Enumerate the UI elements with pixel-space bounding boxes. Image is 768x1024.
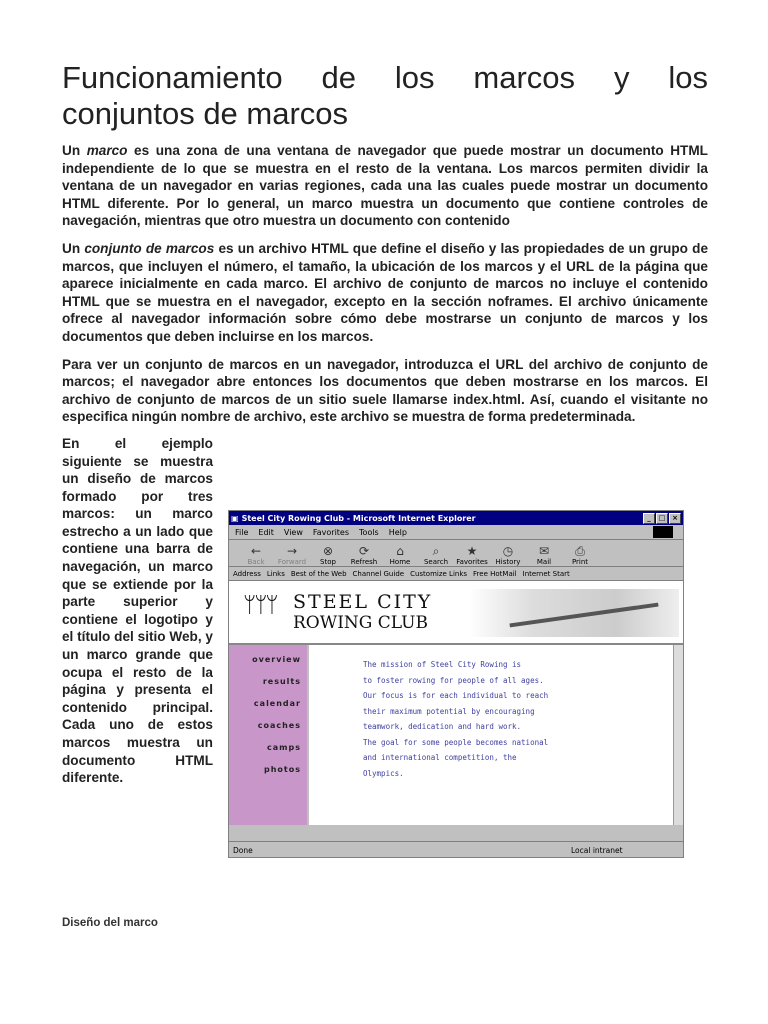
status-zone: Local intranet <box>571 845 623 855</box>
term-marco: marco <box>86 143 128 158</box>
toolbar-mail-label: Mail <box>536 558 552 566</box>
mission-text: The mission of Steel City Rowing is to foster rowing for people of all ages. Our focus is for each individual to reach their maximum potential by encouraging teamwork, dedication and hard work. The goal for some people becomes national and international competition, the Olympics. <box>363 660 549 778</box>
browser-screenshot <box>228 510 684 858</box>
toolbar-home <box>383 544 417 566</box>
menu-view: View <box>283 527 303 537</box>
p2-post: es un archivo HTML que define el diseño y las propiedades de un grupo de marcos, que incluyen el número, el tamaño, la ubicación de los marcos y el URL de la página que aparece inicialmente en cada marco. El archivo de conjunto de marcos no incluye el contenido HTML que se muestra en el navegador, excepto en la sección noframes. El archivo únicamente ofrece al navegador información sobre cómo debe mostrarse un conjunto de marcos y los documentos que deben incluirse en los marcos. <box>62 240 708 344</box>
print-icon: ⎙ <box>575 544 585 558</box>
term-conjunto: conjunto de marcos <box>84 240 215 256</box>
toolbar-stop <box>311 544 345 566</box>
paragraph-conjunto <box>62 240 708 346</box>
toolbar-history-label: History <box>495 558 521 566</box>
menu-tools: Tools <box>359 527 379 537</box>
browser-menubar <box>229 525 683 540</box>
rowing-boat-image <box>469 589 679 637</box>
nav-calendar: calendar <box>253 699 301 708</box>
toolbar-back-label: Back <box>247 558 265 566</box>
main-frame-scrollbar <box>673 645 684 825</box>
p1-pre: Un <box>62 143 87 158</box>
address-label: Address <box>233 569 261 578</box>
stop-icon: ⊗ <box>322 544 334 558</box>
toolbar-history <box>491 544 525 566</box>
paragraph-marco <box>62 142 708 230</box>
menu-help: Help <box>388 527 407 537</box>
nav-frame <box>229 645 307 825</box>
toolbar-print-label: Print <box>571 558 589 566</box>
windows-logo-icon <box>653 526 673 538</box>
link-free-hotmail: Free HotMail <box>473 569 517 578</box>
browser-window-title: Steel City Rowing Club - Microsoft Internet Explorer <box>241 513 476 523</box>
logo-line-2: ROWING CLUB <box>293 613 428 633</box>
link-channel-guide: Channel Guide <box>352 569 405 578</box>
browser-toolbar <box>229 540 683 567</box>
logo-line-1: STEEL CITY <box>293 591 433 613</box>
toolbar-forward-label: Forward <box>277 558 307 566</box>
nav-photos: photos <box>264 765 301 774</box>
rowers-logo-icon: ᛘᛘᛘ <box>243 593 277 618</box>
favorites-icon: ★ <box>466 544 478 558</box>
link-customize-links: Customize Links <box>410 569 468 578</box>
toolbar-refresh-label: Refresh <box>350 558 378 566</box>
maximize-icon: □ <box>656 513 668 524</box>
forward-arrow-icon: → <box>286 544 298 558</box>
ie-icon: ▣ <box>231 513 239 523</box>
link-best-of-web: Best of the Web <box>290 569 347 578</box>
title-line-2: conjuntos de marcos <box>62 96 349 131</box>
menu-favorites: Favorites <box>312 527 350 537</box>
browser-statusbar <box>229 841 683 858</box>
status-done: Done <box>233 845 253 855</box>
paragraph-ver-conjunto: Para ver un conjunto de marcos en un navegador, introduzca el URL del archivo de conjunto de marcos; el navegador abre entonces los documentos que deben mostrarse en los marcos. El archivo de conjunto de marcos de un sitio suele llamarse index.html. Así, cuando el visitante no especifica ningún nombre de archivo, este archivo se muestra de forma predeterminada. <box>62 356 708 425</box>
toolbar-back <box>239 544 273 566</box>
toolbar-search-label: Search <box>423 558 449 566</box>
browser-titlebar <box>229 511 683 525</box>
toolbar-home-label: Home <box>389 558 411 566</box>
toolbar-forward <box>275 544 309 566</box>
top-frame <box>229 581 683 645</box>
nav-results: results <box>262 677 301 686</box>
frameset-content <box>229 581 683 825</box>
section-heading-diseno: Diseño del marco <box>62 917 158 929</box>
link-internet-start: Internet Start <box>522 569 570 578</box>
search-icon: ⌕ <box>432 544 440 558</box>
boat-shape <box>509 603 658 628</box>
main-frame <box>309 645 673 825</box>
refresh-icon: ⟳ <box>358 544 370 558</box>
nav-camps: camps <box>267 743 301 752</box>
toolbar-stop-label: Stop <box>320 558 336 566</box>
toolbar-search <box>419 544 453 566</box>
history-icon: ◷ <box>502 544 514 558</box>
home-icon: ⌂ <box>396 544 404 558</box>
links-label: Links <box>266 569 285 578</box>
paragraph-ejemplo: En el ejemplo siguiente se muestra un diseño de marcos formado por tres marcos: un marco estrecho a un lado que contiene una barra de navegación, un marco que se extiende por la parte superior y contiene el logotipo y el título del sitio Web, y un marco grande que ocupa el resto de la página y presenta el contenido principal. Cada uno de estos marcos muestra un documento HTML diferente. <box>62 435 213 786</box>
toolbar-refresh <box>347 544 381 566</box>
nav-overview: overview <box>252 655 301 664</box>
minimize-icon: _ <box>643 513 655 524</box>
title-line-1: Funcionamiento de los marcos y los <box>62 60 708 95</box>
page-title <box>62 60 708 132</box>
browser-address-bar <box>229 567 683 581</box>
toolbar-print <box>563 544 597 566</box>
menu-file: File <box>235 527 249 537</box>
toolbar-mail <box>527 544 561 566</box>
p2-pre: Un <box>62 240 85 256</box>
menu-edit: Edit <box>258 527 274 537</box>
close-icon: × <box>669 513 681 524</box>
back-arrow-icon: ← <box>250 544 262 558</box>
toolbar-favorites <box>455 544 489 566</box>
toolbar-favorites-label: Favorites <box>456 558 488 566</box>
p1-post: es una zona de una ventana de navegador que puede mostrar un documento HTML independiente de lo que se muestra en el resto de la ventana. Los marcos permiten dividir la ventana de un navegador en varias regiones, cada una las cuales puede mostrar un documento HTML diferente. Por lo general, un marco muestra un documento que contiene controles de navegación, mientras que otro muestra un documento con contenido <box>62 143 708 229</box>
mail-icon: ✉ <box>538 544 550 558</box>
nav-coaches: coaches <box>257 721 301 730</box>
